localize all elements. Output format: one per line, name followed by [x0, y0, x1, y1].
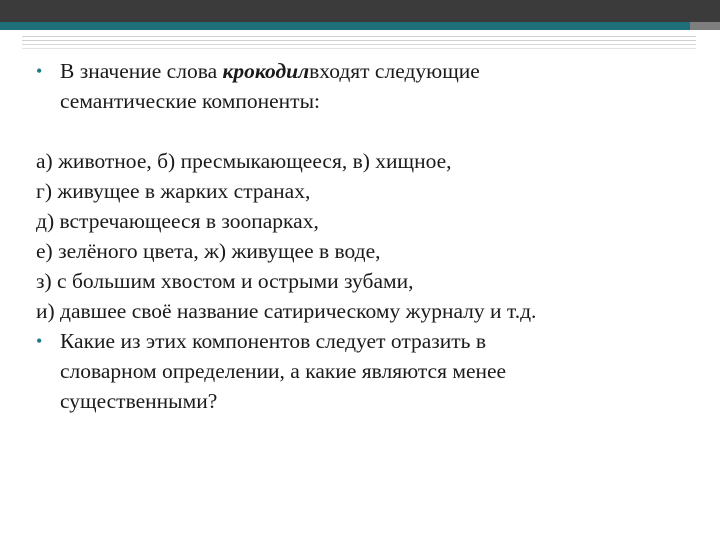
header-rule-2 — [22, 40, 696, 41]
intro-term: крокодил — [222, 59, 310, 83]
list-item: г) живущее в жарких странах, — [36, 179, 311, 203]
header-rule-4 — [22, 48, 696, 49]
component-list — [36, 146, 696, 326]
intro-text-line2: семантические компоненты: — [60, 89, 320, 113]
list-item: е) зелёного цвета, ж) живущее в воде, — [36, 239, 381, 263]
question-line-3: существенными? — [60, 389, 218, 413]
header-rule-3 — [22, 44, 696, 45]
header-grey-block — [690, 22, 720, 30]
question-line-1: Какие из этих компонентов следует отразить в — [60, 329, 486, 353]
intro-text-after: входят следующие — [309, 59, 480, 83]
list-item: д) встречающееся в зоопарках, — [36, 209, 319, 233]
header-accent-bar — [0, 22, 690, 30]
list-item: и) давшее своё название сатирическому журналу и т.д. — [36, 299, 537, 323]
question-line-2: словарном определении, а какие являются менее — [60, 359, 507, 383]
header-dark-bar — [0, 0, 720, 22]
question-paragraph — [36, 326, 696, 416]
list-item: з) с большим хвостом и острыми зубами, — [36, 269, 414, 293]
slide-content — [36, 56, 696, 416]
intro-text-before: В значение слова — [60, 59, 223, 83]
list-item: а) животное, б) пресмыкающееся, в) хищное, — [36, 149, 452, 173]
bullet-icon: • — [36, 331, 43, 351]
header-rule-1 — [22, 36, 696, 37]
bullet-icon: • — [36, 61, 43, 81]
intro-paragraph — [36, 56, 696, 116]
